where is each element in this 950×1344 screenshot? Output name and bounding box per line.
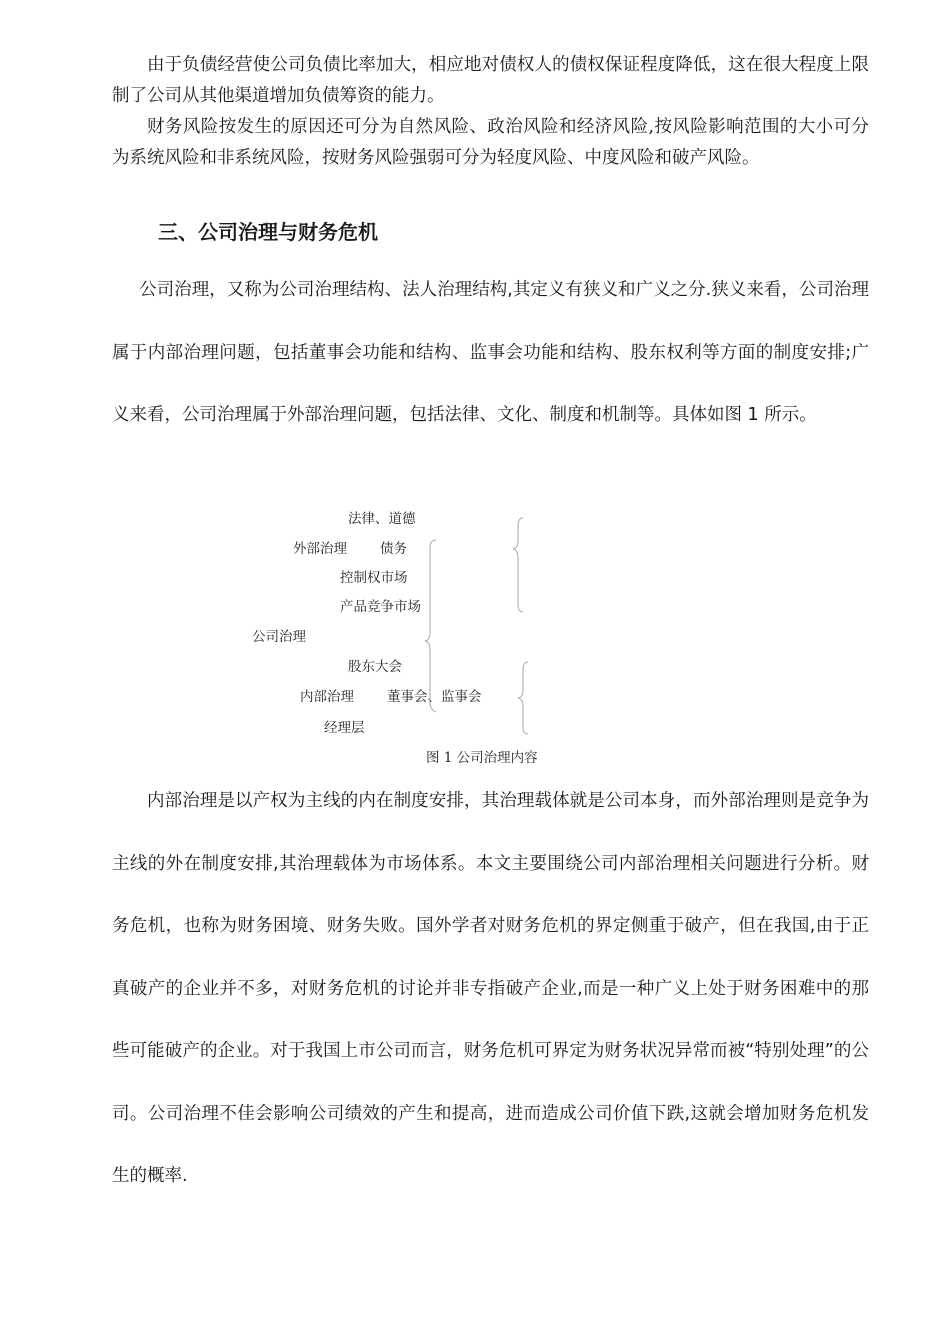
figure-root-corporate-governance: 公司治理 xyxy=(252,629,306,645)
figure-item-control-market: 控制权市场 xyxy=(340,570,408,586)
figure-item-debt: 债务 xyxy=(380,541,407,557)
main-brace xyxy=(425,540,436,712)
paragraph-governance-definition: 公司治理，又称为公司治理结构、法人治理结构,其定义有狭义和广义之分.狭义来看，公司治理属于内部治理问题，包括董事会功能和结构、监事会功能和结构、股东权利等方面的制度安排;广义来看，公司治理属于外部治理问题，包括法律、文化、制度和机制等。具体如图 1 所示。 xyxy=(112,280,869,425)
figure-item-product-market: 产品竞争市场 xyxy=(340,599,421,615)
figure-item-boards: 董事会、监事会 xyxy=(387,689,482,705)
paragraph-debt-capacity: 由于负债经营使公司负债比率加大，相应地对债权人的债权保证程度降低，这在很大程度上限制了公司从其他渠道增加负债筹资的能力。 xyxy=(112,55,869,106)
figure-caption: 图 1 公司治理内容 xyxy=(426,750,538,766)
figure-internal-governance-label: 内部治理 xyxy=(300,689,354,705)
section-heading: 三、公司治理与财务危机 xyxy=(158,220,378,244)
paragraph-internal-external-governance: 内部治理是以产权为主线的内在制度安排，其治理载体就是公司本身，而外部治理则是竞争为主线的外在制度安排,其治理载体为市场体系。本文主要围绕公司内部治理相关问题进行分析。财务危机，也称为财务困境、财务失败。国外学者对财务危机的界定侧重于破产，但在我国,由于正真破产的企业并不多，对财务危机的讨论并非专指破产企业,而是一种广义上处于财务困难中的那些可能破产的企业。对于我国上市公司而言，财务危机可界定为财务状况异常而被“特别处理”的公司。公司治理不佳会影响公司绩效的产生和提高，进而造成公司价值下跌,这就会增加财务危机发生的概率. xyxy=(112,791,869,1186)
figure-item-shareholders-meeting: 股东大会 xyxy=(348,659,402,675)
figure-item-law-ethics: 法律、道德 xyxy=(348,511,416,527)
figure-external-governance-label: 外部治理 xyxy=(293,541,347,557)
paragraph-risk-classification: 财务风险按发生的原因还可分为自然风险、政治风险和经济风险,按风险影响范围的大小可分为系统风险和非系统风险，按财务风险强弱可分为轻度风险、中度风险和破产风险。 xyxy=(112,117,869,168)
figure-item-management: 经理层 xyxy=(324,720,365,736)
internal-brace xyxy=(518,662,528,734)
external-brace xyxy=(513,518,523,612)
